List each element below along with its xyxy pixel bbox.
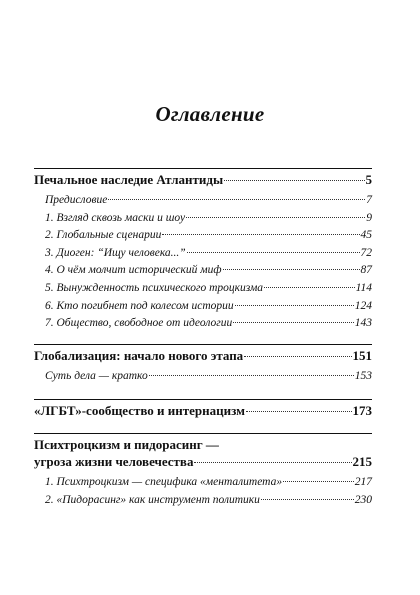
toc-heading-line1[interactable]: Психтроцкизм и пидорасинг — (34, 437, 219, 453)
dot-leader (264, 287, 355, 288)
toc-items (34, 368, 372, 386)
dot-leader (186, 217, 365, 218)
dot-leader (149, 375, 354, 376)
dot-leader (187, 252, 360, 253)
toc-item[interactable] (34, 227, 372, 245)
toc-item[interactable] (34, 262, 372, 280)
toc-item-label: Предисловие (45, 194, 108, 206)
section-divider (34, 168, 372, 188)
toc-item-label: 2. Глобальные сценарии (45, 229, 162, 242)
toc-item[interactable] (34, 245, 372, 263)
toc-item-page: 143 (354, 317, 372, 330)
toc-item-page: 45 (360, 229, 372, 242)
toc-heading-label: Глобализация: начало нового этапа (34, 347, 244, 363)
dot-leader (223, 269, 360, 270)
toc-item[interactable] (34, 368, 372, 386)
toc-item-label: 6. Кто погибнет под колесом истории (45, 299, 234, 312)
toc-section-2 (34, 344, 372, 386)
toc-item-page: 124 (354, 299, 372, 312)
toc-item-page: 153 (354, 369, 372, 382)
toc-section-1 (34, 168, 372, 333)
dot-leader (246, 411, 351, 412)
toc-heading-label: Печальное наследие Атлантиды (34, 172, 224, 187)
toc-item[interactable] (34, 492, 372, 510)
toc-item-label: 7. Общество, свободное от идеологии (45, 317, 233, 330)
toc-item-label: 2. «Пидорасинг» как инструмент политики (45, 493, 260, 506)
toc-item-label: 3. Диоген: “Ищу человека...” (45, 246, 186, 259)
toc-item-page: 87 (360, 264, 372, 277)
section-spacer (34, 419, 372, 433)
section-spacer (34, 333, 372, 344)
toc-item[interactable] (34, 474, 372, 492)
table-of-contents (34, 168, 372, 510)
toc-heading-page: 5 (365, 172, 372, 187)
toc-item-page: 217 (354, 476, 372, 489)
toc-heading-page: 173 (352, 403, 372, 419)
page-title: Оглавление (155, 102, 265, 126)
toc-heading-page: 151 (352, 347, 372, 363)
toc-item-page: 114 (355, 281, 372, 294)
section-divider (34, 399, 372, 419)
dot-leader (162, 234, 359, 235)
toc-item-label: 1. Взгляд сквозь маски и шоу (45, 211, 186, 224)
toc-item-label: 5. Вынужденность психического троцкизма (45, 281, 264, 294)
toc-heading-row[interactable] (34, 171, 372, 188)
toc-item-page: 7 (366, 194, 372, 206)
dot-leader (233, 322, 354, 323)
dot-leader (283, 481, 354, 482)
dot-leader (108, 199, 365, 200)
toc-heading-label: «ЛГБТ»-сообщество и интернацизм (34, 403, 246, 419)
toc-heading-page: 215 (352, 454, 372, 470)
toc-heading-row[interactable] (34, 453, 372, 470)
section-divider (34, 433, 372, 470)
section-divider (34, 344, 372, 364)
toc-item-page: 230 (354, 493, 372, 506)
toc-item[interactable] (34, 210, 372, 228)
toc-item-page: 72 (360, 246, 372, 259)
toc-item-label: 4. О чём молчит исторический миф (45, 264, 222, 277)
toc-item[interactable] (34, 280, 372, 298)
toc-items (34, 474, 372, 509)
toc-items (34, 192, 372, 333)
toc-item[interactable] (34, 192, 372, 210)
toc-item[interactable] (34, 315, 372, 333)
dot-leader (235, 305, 354, 306)
dot-leader (244, 356, 351, 357)
dot-leader (224, 180, 364, 181)
toc-item[interactable] (34, 298, 372, 316)
toc-section-4 (34, 433, 372, 509)
dot-leader (194, 462, 351, 463)
toc-section-3 (34, 399, 372, 419)
toc-item-label: Суть дела — кратко (45, 369, 148, 382)
toc-item-page: 9 (366, 211, 372, 224)
toc-heading-row[interactable] (34, 347, 372, 364)
toc-heading-label: угроза жизни человечества (34, 454, 194, 470)
toc-heading-row[interactable] (34, 402, 372, 419)
toc-item-label: 1. Психтроцкизм — специфика «менталитета» (45, 476, 283, 489)
section-spacer (34, 385, 372, 399)
dot-leader (261, 499, 354, 500)
